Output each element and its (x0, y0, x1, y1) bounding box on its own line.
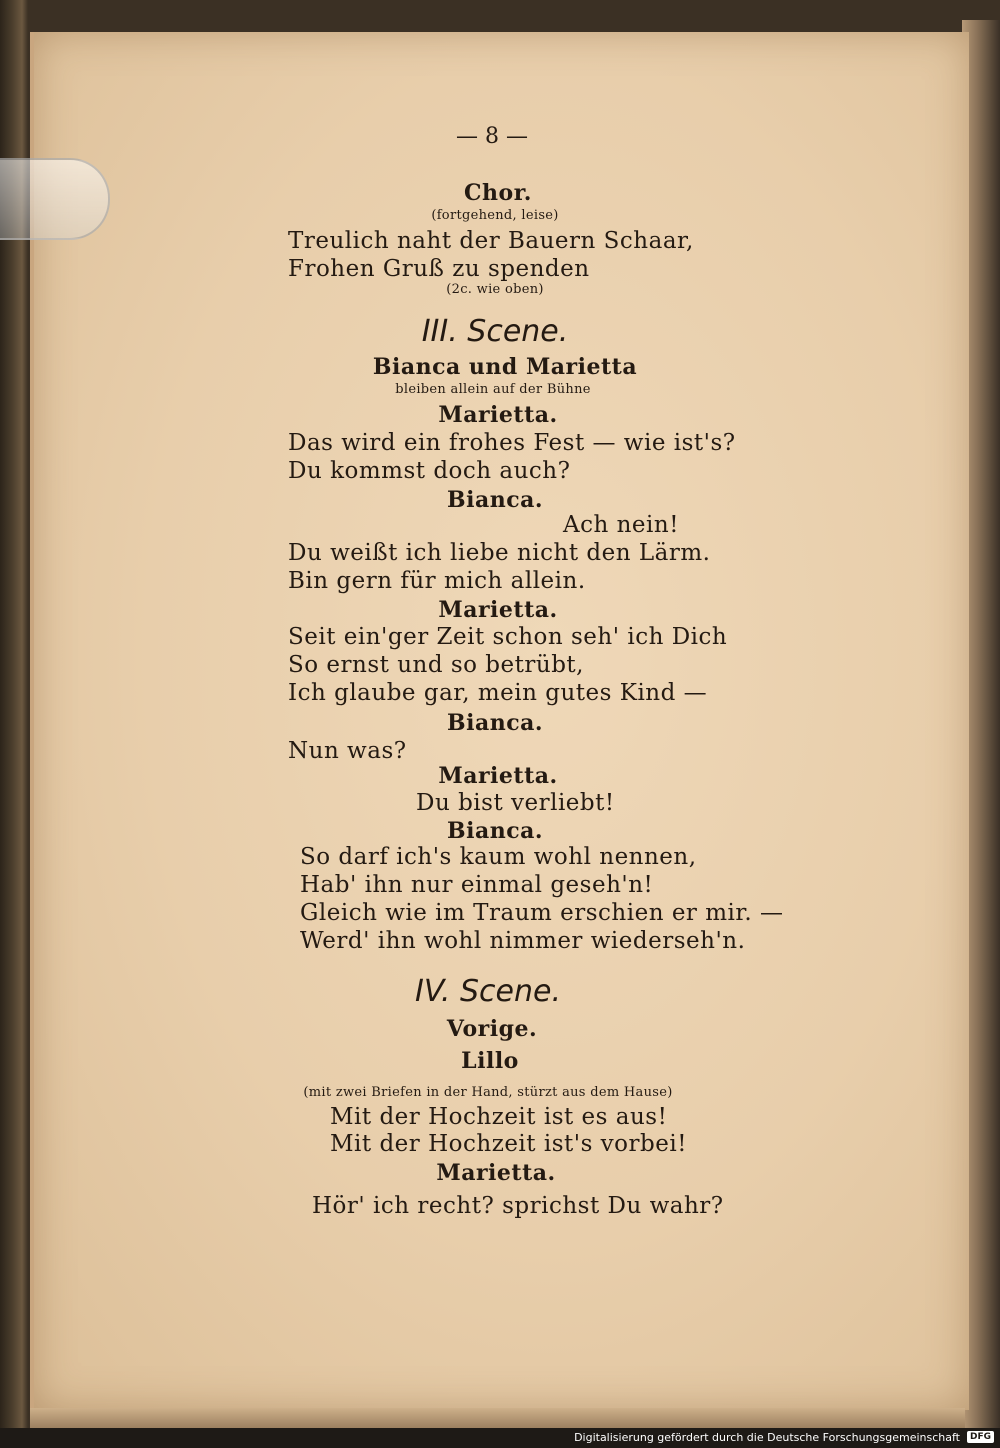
verse-line: Mit der Hochzeit ist's vorbei! (330, 1131, 687, 1157)
verse-line: Du weißt ich liebe nicht den Lärm. (288, 540, 711, 566)
scene-title-3: III. Scene. (421, 314, 569, 349)
speaker-bianca: Bianca. (446, 818, 544, 844)
verse-line: Nun was? (288, 738, 407, 764)
speaker-marietta: Marietta. (438, 597, 558, 623)
speaker-marietta: Marietta. (438, 402, 558, 428)
page-edge-bottom (30, 1408, 965, 1428)
scene-characters-3: Bianca und Marietta (372, 354, 638, 380)
verse-line: Seit ein'ger Zeit schon seh' ich Dich (288, 624, 728, 650)
speaker-bianca: Bianca. (446, 487, 544, 513)
verse-line: So darf ich's kaum wohl nennen, (300, 844, 697, 870)
verse-line: Du bist verliebt! (416, 790, 615, 816)
dfg-logo: DFG (967, 1431, 994, 1443)
verse-line: Ach nein! (563, 512, 679, 538)
speaker-marietta: Marietta. (438, 763, 558, 789)
scene-characters-4: Vorige. (446, 1016, 538, 1042)
verse-line: Hab' ihn nur einmal geseh'n! (300, 872, 654, 898)
stage-note: (2c. wie oben) (446, 282, 544, 297)
stage-direction-scene3: bleiben allein auf der Bühne (395, 382, 591, 397)
speaker-lillo: Lillo (461, 1048, 519, 1074)
page-number: — 8 — (456, 124, 528, 149)
verse-line: Ich glaube gar, mein gutes Kind — (288, 680, 708, 706)
verse-line: Das wird ein frohes Fest — wie ist's? (288, 430, 736, 456)
verse-line: Gleich wie im Traum erschien er mir. — (300, 900, 784, 926)
speaker-marietta: Marietta. (436, 1160, 556, 1186)
verse-line: Bin gern für mich allein. (288, 568, 586, 594)
verse-line: So ernst und so betrübt, (288, 652, 584, 678)
verse-line: Frohen Gruß zu spenden (288, 256, 590, 282)
paper-clip-icon (0, 158, 110, 240)
verse-line: Mit der Hochzeit ist es aus! (330, 1104, 668, 1130)
verse-line: Werd' ihn wohl nimmer wiederseh'n. (300, 928, 746, 954)
stage-direction-chor: (fortgehend, leise) (431, 208, 559, 223)
verse-line: Du kommst doch auch? (288, 458, 571, 484)
verse-line: Hör' ich recht? sprichst Du wahr? (312, 1193, 724, 1219)
verse-line: Treulich naht der Bauern Schaar, (288, 228, 694, 254)
footer-credit: Digitalisierung gefördert durch die Deutsche Forschungsgemeinschaft (574, 1431, 960, 1444)
stage-direction-lillo: (mit zwei Briefen in der Hand, stürzt aus dem Hause) (303, 1085, 673, 1100)
speaker-chor: Chor. (464, 180, 532, 206)
scene-title-4: IV. Scene. (414, 974, 562, 1009)
speaker-bianca: Bianca. (446, 710, 544, 736)
